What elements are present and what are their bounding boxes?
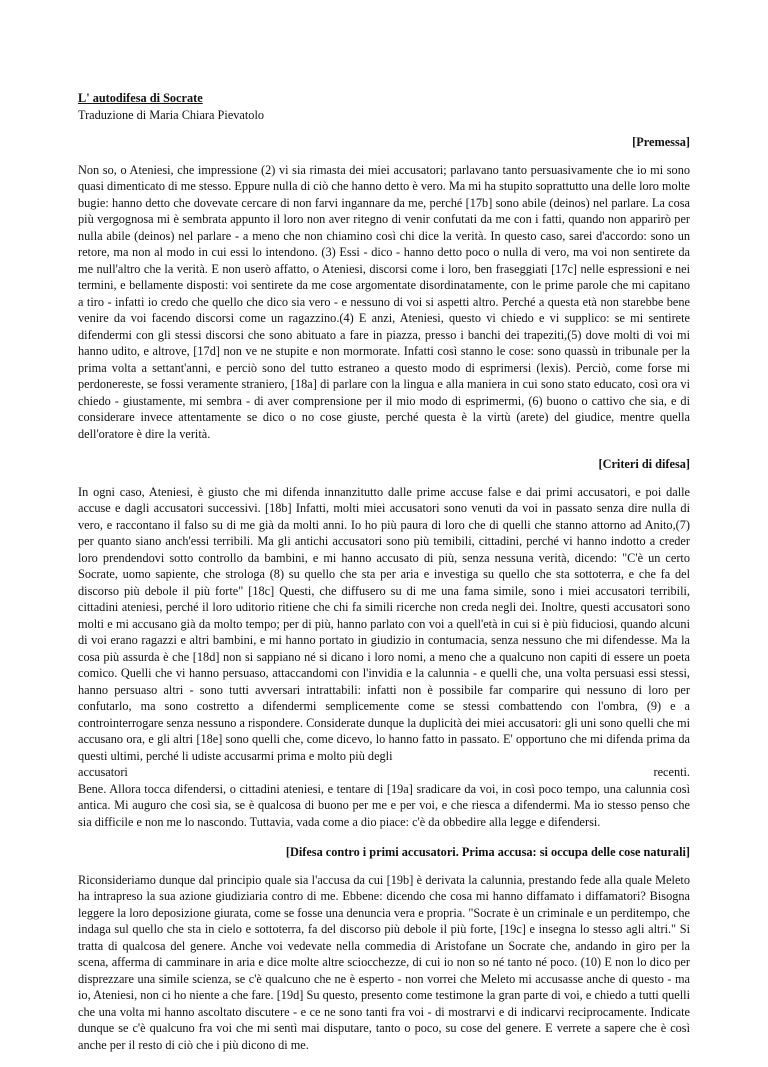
paragraph-bene: Bene. Allora tocca difendersi, o cittadini ateniesi, e tentare di [19a] sradicare da voi, in così poco tempo, una calunnia così antica. Mi auguro che così sia, se è qualcosa di buono per me e per voi, e che riesca a difendermi. Ma io stesso penso che sia difficile e non me lo nascondo. Tuttavia, vada come a dio piace: c'è da obbedire alla legge e difendersi. xyxy=(78,781,690,829)
paragraph-criteri-tail xyxy=(78,764,690,781)
document-page xyxy=(78,90,690,1067)
section-heading-difesa: [Difesa contro i primi accusatori. Prima accusa: si occupa delle cose naturali] xyxy=(285,845,690,859)
document-title: L' autodifesa di Socrate xyxy=(78,91,203,105)
tail-word-right: recenti. xyxy=(653,765,690,779)
paragraph-premessa: Non so, o Ateniesi, che impressione (2) vi sia rimasta dei miei accusatori; parlavano tanto persuasivamente che io mi sono quasi dimenticato di me stesso. Eppure nulla di ciò che hanno detto è vero. Ma mi ha stupito soprattutto una delle loro molte bugie: hanno detto che dovevate cercare di non farvi ingannare da me, perché [17b] sono abile (deinos) nel parlare. La cosa più vergognosa mi è sembrata appunto il loro non aver ritegno di venir confutati da me con i fatti, quando non apparirò per nulla abile (deinos) nel parlare - a meno che non chiamino così chi dice la verità. In questo caso, sarei d'accordo: sono un retore, ma non al modo in cui essi lo intendono. (3) Essi - dico - hanno detto poco o nulla di vero, ma voi non sentirete da me null'altro che la verità. E non userò affatto, o Ateniesi, discorsi come i loro, ben fraseggiati [17c] nelle espressioni e nei termini, e bellamente disposti: voi sentirete da me cose argomentate disordinatamente, con le prime parole che mi capitano a tiro - infatti io credo che quello che dico sia vero - e nessuno di voi si aspetti altro. Perché a questa età non starebbe bene venire da voi facendo discorsi come un ragazzino.(4) E anzi, Ateniesi, questo vi chiedo e vi supplico: se mi sentirete difendermi con gli stessi discorsi che sono abituato a fare in piazza, presso i banchi dei trapeziti,(5) dove molti di voi mi hanno udito, e altrove, [17d] non ve ne stupite e non mormorate. Infatti così stanno le cose: sono quassù in tribunale per la prima volta a settant'anni, e perciò sono del tutto estraneo a questo modo di esprimersi (lexis). Perciò, come forse mi perdonereste, se fossi veramente straniero, [18a] di parlare con la lingua e alla maniera in cui sono stato educato, così ora vi chiedo - giustamente, mi sembra - di aver comprensione per il mio modo di esprimermi, (6) buono o cattivo che sia, e di considerare invece attentamente se dico o no cose giuste, perché questa è la virtù (arete) del giudice, mentre quella dell'oratore è dire la verità. xyxy=(78,162,690,441)
section-heading-premessa: [Premessa] xyxy=(632,135,690,149)
tail-word-left: accusatori xyxy=(78,765,128,779)
section-heading-criteri: [Criteri di difesa] xyxy=(598,457,690,471)
document-subtitle: Traduzione di Maria Chiara Pievatolo xyxy=(78,107,265,122)
paragraph-difesa: Riconsideriamo dunque dal principio quale sia l'accusa da cui [19b] è derivata la calunnia, prestando fede alla quale Meleto ha intrapreso la sua azione giudiziaria contro di me. Ebbene: dicendo che cosa mi hanno diffamato i diffamatori? Bisogna leggere la loro deposizione giurata, come se fosse una denuncia vera e propria. "Socrate è un criminale e un perditempo, che indaga sul quello che sta in cielo e sottoterra, fa del discorso più debole il più forte, [19c] e insegna lo stesso agli altri." Si tratta di qualcosa del genere. Anche voi vedevate nella commedia di Aristofane un Socrate che, andando in giro per la scena, afferma di camminare in aria e dice molte altre sciocchezze, di cui io non so né tanto né poco. (10) E non lo dico per disprezzare una simile scienza, se c'è qualcuno che ne è esperto - non vorrei che Meleto mi accusasse anche di questo - ma io, Ateniesi, non ci ho niente a che fare. [19d] Su questo, presento come testimone la gran parte di voi, e chiedo a tutti quelli che una volta mi hanno ascoltato discutere - e ce ne sono tanti fra voi - di mostrarvi e di indicarvi reciprocamente. Indicate dunque se c'è qualcuno fra voi che mi sentì mai disputare, tanto o poco, su cose del genere. E verrete a sapere che è così anche per il resto di ciò che i più dicono di me. xyxy=(78,872,690,1052)
paragraph-criteri: In ogni caso, Ateniesi, è giusto che mi difenda innanzitutto dalle prime accuse false e dai primi accusatori, e poi dalle accuse e dagli accusatori successivi. [18b] Infatti, molti miei accusatori sono venuti da voi in passato senza dire nulla di vero, e raccontano il falso su di me già da molti anni. Io ho più paura di loro che di quelli che stanno attorno ad Anito,(7) per quanto siano anch'essi terribili. Ma gli antichi accusatori sono più temibili, cittadini, perché vi hanno indotto a creder loro prendendovi sotto controllo da bambini, e mi hanno accusato di più, senza nessuna verità, dicendo: "C'è un certo Socrate, uomo sapiente, che strologa (8) su quello che sta per aria e investiga su quello che sta sottoterra, e che fa del discorso più debole il più forte" [18c] Questi, che diffusero su di me una fama simile, sono i miei accusatori terribili, cittadini ateniesi, perché il loro uditorio ritiene che chi fa simili ricerche non creda negli dei. Inoltre, questi accusatori sono molti e mi accusano già da molto tempo; per di più, hanno parlato con voi a quell'età in cui si è più fiduciosi, quando alcuni di voi erano ragazzi e altri bambini, e mi hanno portato in giudizio in contumacia, senza nessuno che mi difendesse. Ma la cosa più assurda è che [18d] non si sappiano né si dicano i loro nomi, a meno che a qualcuno non capiti di essere un poeta comico. Quelli che vi hanno persuaso, attaccandomi con l'invidia e la calunnia - e quelli che, una volta persuasi essi stessi, hanno persuaso altri - sono tutti avversari intrattabili: infatti non è possibile far comparire qui nessuno di loro per confutarlo, ma sono costretto a difendermi semplicemente come se stessi combattendo con l'ombra, (9) e a controinterrogare senza nessuno a rispondere. Considerate dunque la duplicità dei miei accusatori: gli uni sono quelli che mi accusano ora, e gli altri [18e] sono quelli che, come dicevo, lo hanno fatto in passato. E' opportuno che mi difenda prima da questi ultimi, perché li udiste accusarmi prima e molto più degli xyxy=(78,484,690,763)
